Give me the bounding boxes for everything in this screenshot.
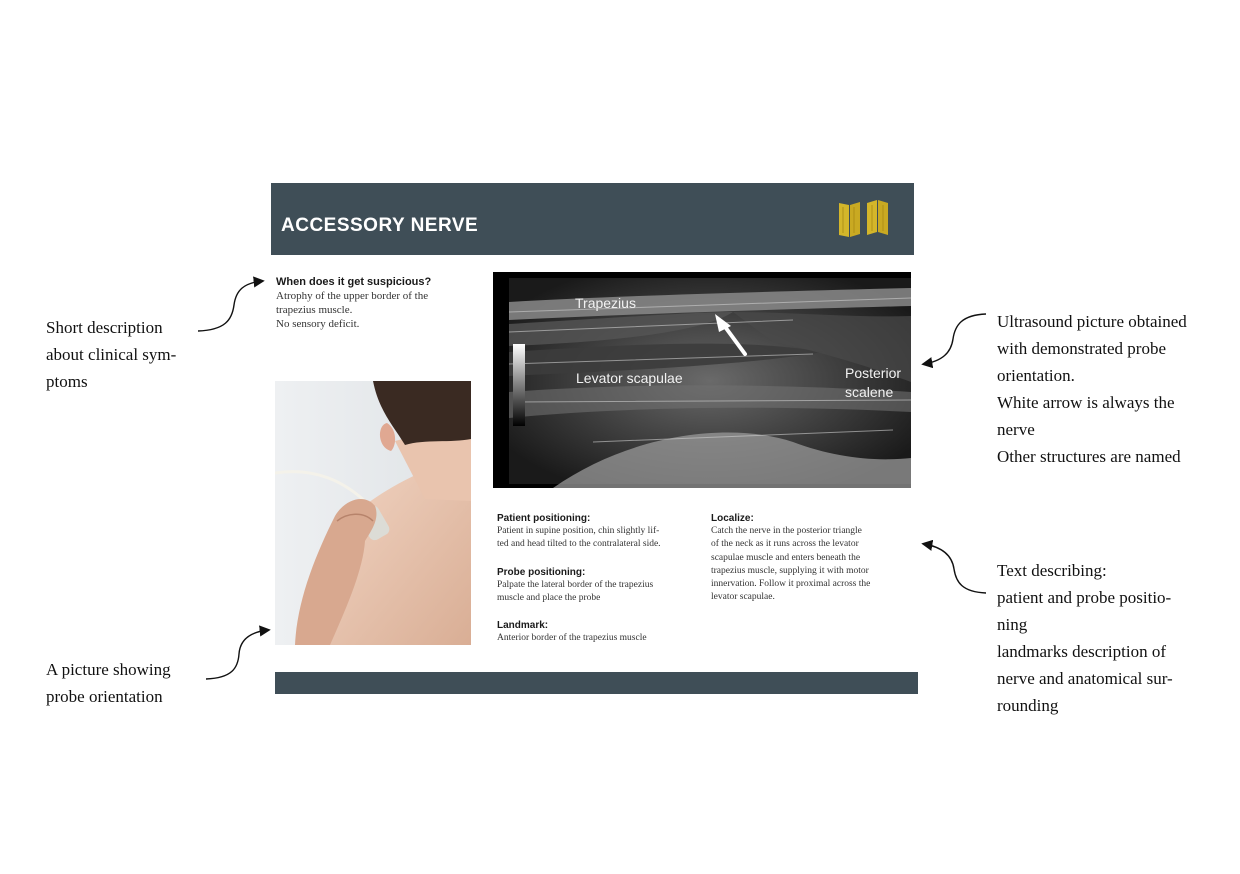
section-patient-positioning xyxy=(497,512,702,552)
section-line: innervation. Follow it proximal across the xyxy=(711,579,871,590)
section-line: of the neck as it runs across the levator xyxy=(711,539,859,550)
section-heading: Landmark: xyxy=(497,620,549,631)
section-heading: Patient positioning: xyxy=(497,513,591,524)
symptoms-line: No sensory deficit. xyxy=(276,318,360,330)
section-heading: Localize: xyxy=(711,513,754,524)
probe-orientation-photo xyxy=(275,381,471,645)
section-line: Palpate the lateral border of the trapezius xyxy=(497,580,654,590)
section-probe-positioning xyxy=(497,566,702,606)
annotation-ultrasound: Ultrasound picture obtained with demonstrated probe orientation. White arrow is always the nerve Other structures are named xyxy=(997,312,1187,466)
ultrasound-label-levator: Levator scapulae xyxy=(576,370,683,386)
symptoms-heading: When does it get suspicious? xyxy=(276,276,432,288)
page-title: ACCESSORY NERVE xyxy=(281,215,479,236)
annotation-probe-picture: A picture showing probe orientation xyxy=(46,660,171,706)
section-heading: Probe positioning: xyxy=(497,567,586,578)
arrow-text-curve xyxy=(924,544,986,593)
section-line: levator scapulae. xyxy=(711,592,775,603)
section-line: ted and head tilted to the contralateral side. xyxy=(497,539,661,550)
section-localize xyxy=(711,512,916,605)
section-line: muscle and place the probe xyxy=(497,593,601,604)
arrow-ultrasound-curve xyxy=(924,314,986,364)
section-line: Catch the nerve in the posterior triangle xyxy=(711,526,862,536)
ultrasound-label-trapezius: Trapezius xyxy=(575,295,636,311)
section-landmark xyxy=(497,619,702,645)
section-line: Anterior border of the trapezius muscle xyxy=(497,633,647,643)
card-footer xyxy=(275,672,918,694)
section-line: trapezius muscle, supplying it with motor xyxy=(711,565,869,576)
ultrasound-label-scalene: scalene xyxy=(845,384,894,400)
symptoms-line: Atrophy of the upper border of the xyxy=(276,290,429,302)
book-logo-icon xyxy=(837,199,893,239)
card-header xyxy=(271,183,914,255)
symptoms-block xyxy=(276,275,476,331)
section-line: Patient in supine position, chin slightly lif- xyxy=(497,526,660,536)
ultrasound-image xyxy=(493,272,911,488)
section-line: scapulae muscle and enters beneath the xyxy=(711,552,861,563)
ultrasound-label-posterior: Posterior xyxy=(845,365,902,381)
annotation-text-description: Text describing: patient and probe positio- ning landmarks description of nerve and anatomical sur- rounding xyxy=(997,561,1173,715)
arrow-probe-picture-curve xyxy=(206,630,268,679)
symptoms-line: trapezius muscle. xyxy=(276,304,353,316)
arrow-symptoms-curve xyxy=(198,281,262,331)
annotation-symptoms: Short description about clinical sym- ptoms xyxy=(46,318,177,391)
